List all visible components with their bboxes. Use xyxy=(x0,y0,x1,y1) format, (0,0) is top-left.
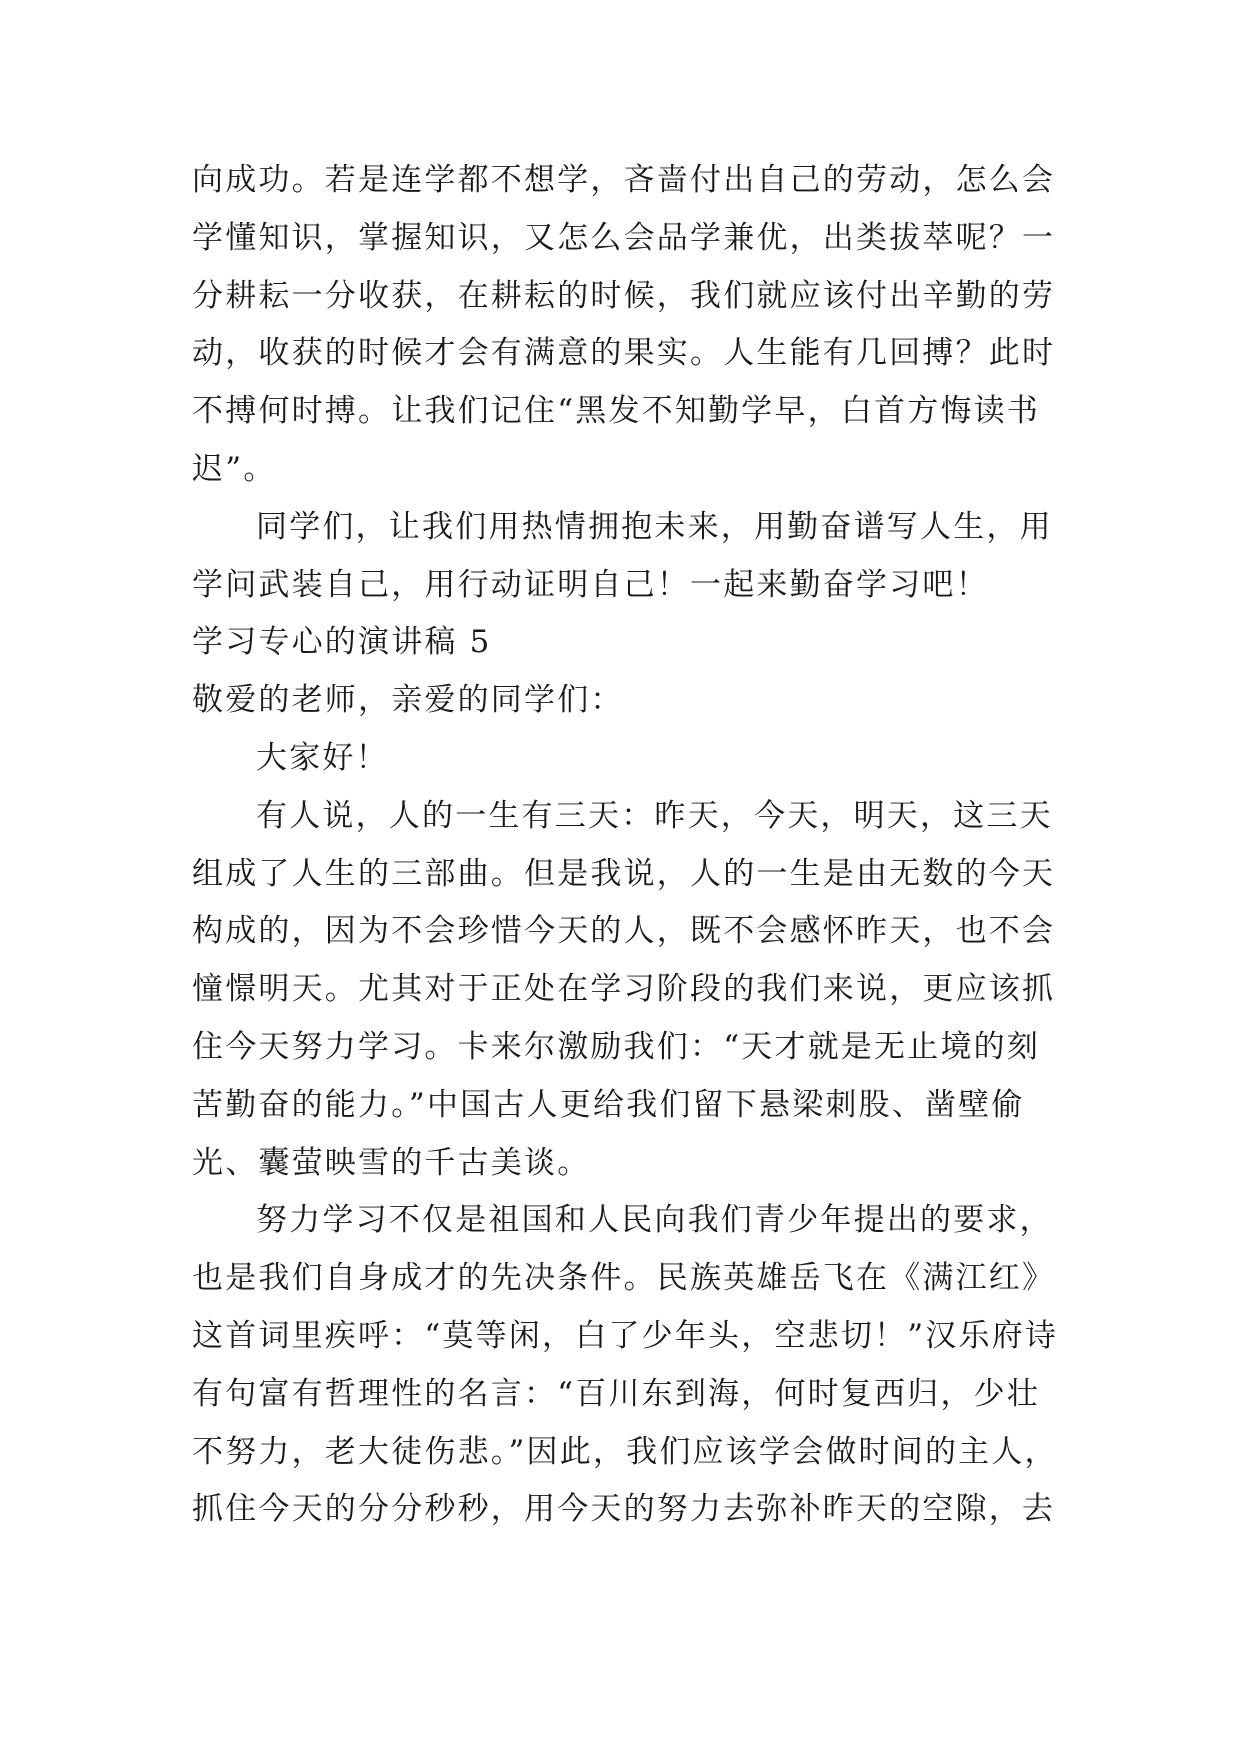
text-line: 学问武装自己，用行动证明自己！一起来勤奋学习吧！ xyxy=(192,566,989,603)
text-line: 苦勤奋的能力。”中国古人更给我们留下悬梁刺股、凿壁偷 xyxy=(192,1086,1025,1123)
text-line: 光、囊萤映雪的千古美谈。 xyxy=(192,1144,591,1181)
text-line: 憧憬明天。尤其对于正处在学习阶段的我们来说，更应该抓 xyxy=(192,971,1056,1008)
text-line: 有人说，人的一生有三天：昨天，今天，明天，这三天 xyxy=(256,797,1053,834)
section-heading: 学习专心的演讲稿 5 xyxy=(192,624,492,661)
text-line: 构成的，因为不会珍惜今天的人，既不会感怀昨天，也不会 xyxy=(192,913,1056,950)
document-body xyxy=(192,152,1059,1539)
text-line: 努力学习不仅是祖国和人民向我们青少年提出的要求， xyxy=(256,1202,1053,1239)
text-line: 住今天努力学习。卡来尔激励我们：“天才就是无止境的刻 xyxy=(192,1028,1041,1065)
text-line: 学懂知识，掌握知识，又怎么会品学兼优，出类拔萃呢？一 xyxy=(192,219,1056,256)
text-line: 不努力，老大徒伤悲。”因此，我们应该学会做时间的主人， xyxy=(192,1433,1058,1470)
text-line: 也是我们自身成才的先决条件。民族英雄岳飞在《满江红》 xyxy=(192,1260,1056,1297)
text-line: 向成功。若是连学都不想学，吝啬付出自己的劳动，怎么会 xyxy=(192,162,1056,198)
text-line: 这首词里疾呼：“莫等闲，白了少年头，空悲切！”汉乐府诗 xyxy=(192,1317,1059,1354)
text-line: 动，收获的时候才会有满意的果实。人生能有几回搏？此时 xyxy=(192,335,1056,372)
text-line: 抓住今天的分分秒秒，用今天的努力去弥补昨天的空隙，去 xyxy=(192,1491,1056,1528)
greeting: 大家好！ xyxy=(256,739,389,776)
text-line: 不搏何时搏。让我们记住“黑发不知勤学早，白首方悔读书 xyxy=(192,393,1041,430)
salutation: 敬爱的老师，亲爱的同学们： xyxy=(192,682,624,719)
text-line: 迟”。 xyxy=(192,450,277,487)
text-line: 组成了人生的三部曲。但是我说，人的一生是由无数的今天 xyxy=(192,855,1056,892)
text-line: 同学们，让我们用热情拥抱未来，用勤奋谱写人生，用 xyxy=(256,508,1053,545)
text-line: 有句富有哲理性的名言：“百川东到海，何时复西归，少壮 xyxy=(192,1375,1041,1412)
text-line: 分耕耘一分收获，在耕耘的时候，我们就应该付出辛勤的劳 xyxy=(192,277,1056,314)
